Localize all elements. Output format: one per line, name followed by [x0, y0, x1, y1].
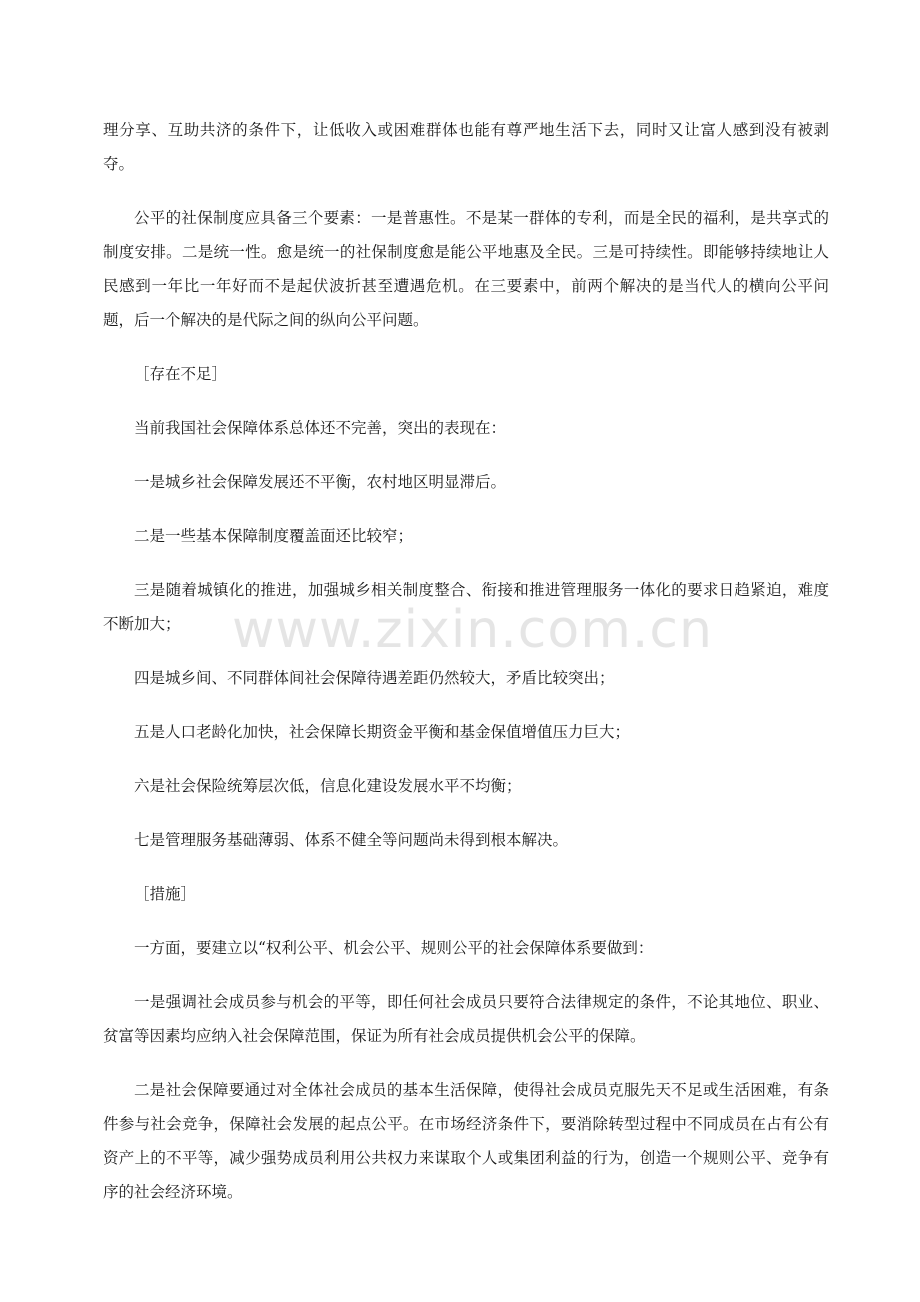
list-item-4: 四是城乡间、不同群体间社会保障待遇差距仍然较大，矛盾比较突出；: [134, 669, 615, 687]
list-item-3: 三是随着城镇化的推进，加强城乡相关制度整合、衔接和推进管理服务一体化的要求日趋紧迫，难度不断加大；: [103, 581, 829, 633]
section-heading-shortcomings: ［存在不足］: [134, 365, 228, 383]
list-item-6: 六是社会保险统筹层次低，信息化建设发展水平不均衡；: [134, 777, 522, 795]
measure-item-2: 二是社会保障要通过对全体社会成员的基本生活保障，使得社会成员克服先天不足或生活困难，有条件参与社会竞争，保障社会发展的起点公平。在市场经济条件下，要消除转型过程中不同成员在占有公有资产上的不平等，减少强势成员利用公共权力来谋取个人或集团利益的行为，创造一个规则公平、竞争有序的社会经济环境。: [103, 1081, 829, 1201]
measure-item-1: 一是强调社会成员参与机会的平等，即任何社会成员只要符合法律规定的条件，不论其地位、职业、贫富等因素均应纳入社会保障范围，保证为所有社会成员提供机会公平的保障。: [103, 993, 829, 1045]
list-item-7: 七是管理服务基础薄弱、体系不健全等问题尚未得到根本解决。: [134, 831, 569, 849]
list-item-1: 一是城乡社会保障发展还不平衡，农村地区明显滞后。: [134, 473, 507, 491]
list-item-2: 二是一些基本保障制度覆盖面还比较窄；: [134, 527, 414, 545]
paragraph-three-elements: 公平的社保制度应具备三个要素：一是普惠性。不是某一群体的专利，而是全民的福利，是共享式的制度安排。二是统一性。愈是统一的社保制度愈是能公平地惠及全民。三是可持续性。即能够持续地让人民感到一年比一年好而不是起伏波折甚至遭遇危机。在三要素中，前两个解决的是当代人的横向公平问题，后一个解决的是代际之间的纵向公平问题。: [103, 209, 829, 329]
paragraph-continuation: 理分享、互助共济的条件下，让低收入或困难群体也能有尊严地生活下去，同时又让富人感到没有被剥夺。: [103, 121, 829, 173]
paragraph-intro-shortcomings: 当前我国社会保障体系总体还不完善，突出的表现在：: [134, 419, 507, 437]
list-item-5: 五是人口老龄化加快，社会保障长期资金平衡和基金保值增值压力巨大；: [134, 723, 631, 741]
section-heading-measures: ［措施］: [134, 885, 197, 903]
document-body: [103, 113, 829, 1209]
paragraph-intro-measures: 一方面，要建立以“权利公平、机会公平、规则公平的社会保障体系要做到：: [134, 939, 654, 957]
watermark-text: www.zixin.com.cn: [232, 600, 713, 660]
